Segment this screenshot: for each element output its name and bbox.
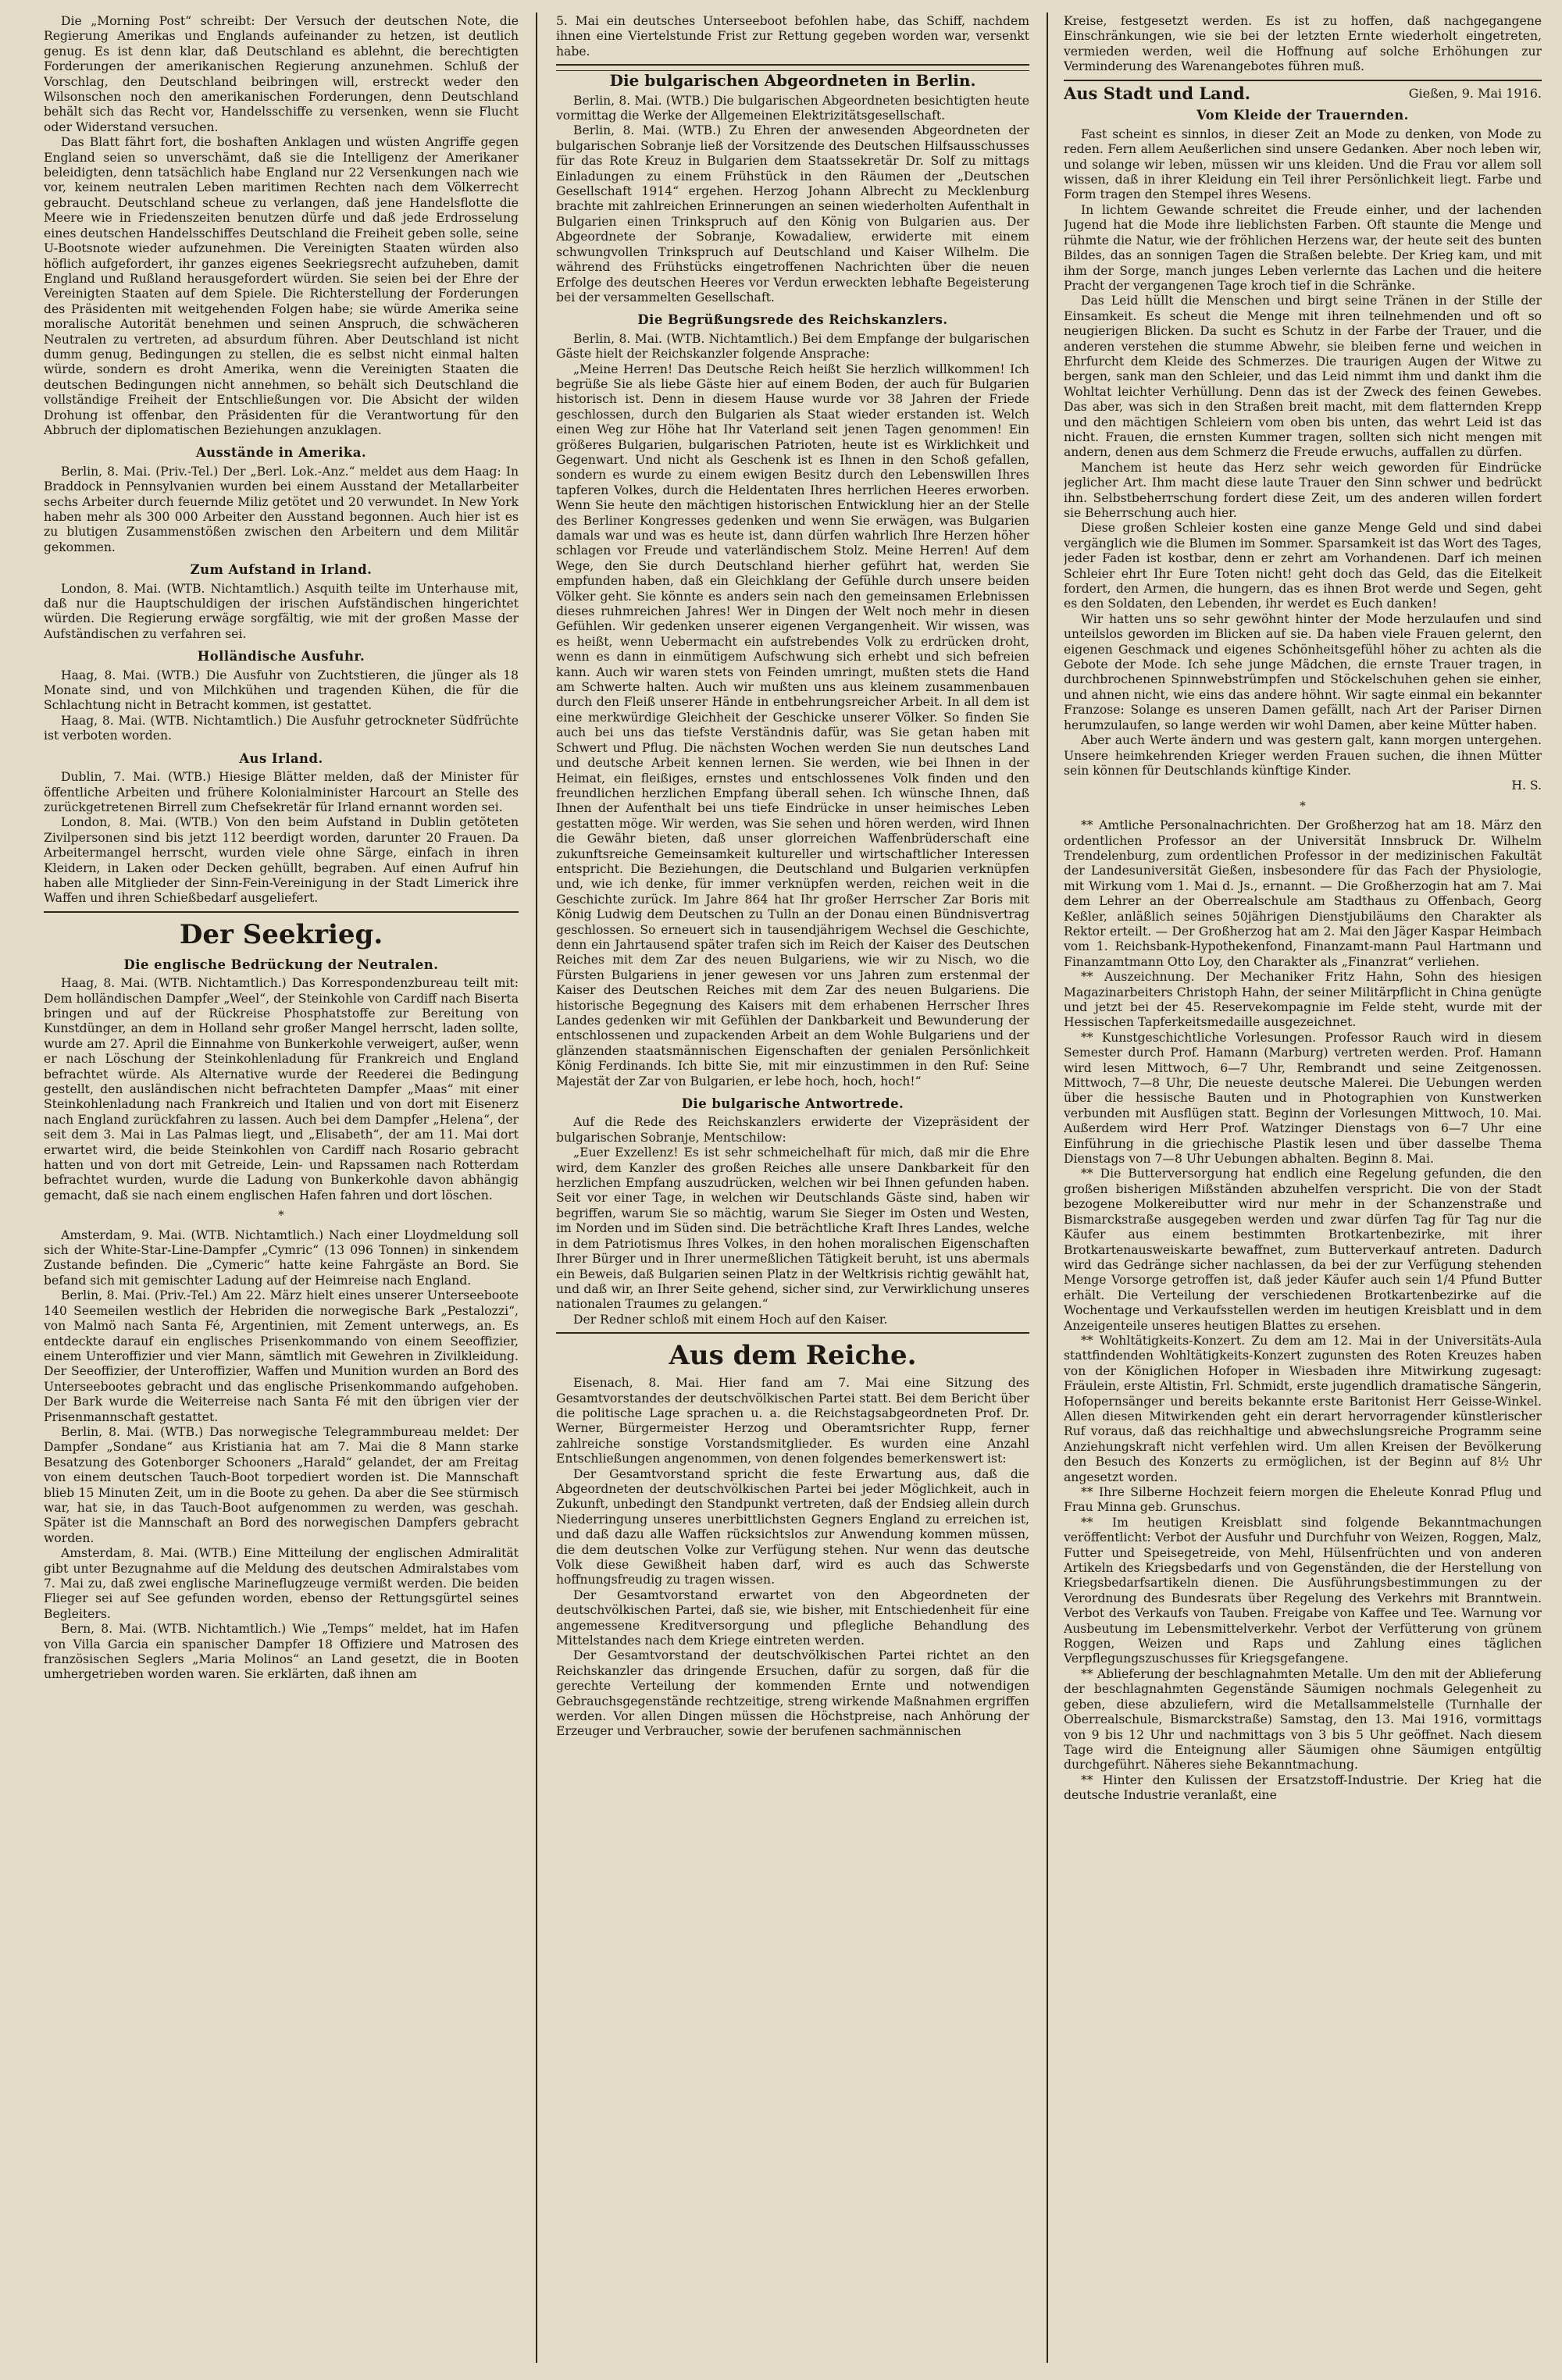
news-kreisblatt: ** Im heutigen Kreisblatt sind folgende Bekanntmachungen veröffentlicht: Verbot der Ausfuhr und Durchfuhr von Weizen, Roggen, Malz, Futter und Speisegetreide, von Mehl, Hülsenfrüchten und von anderen Artikeln des Kriegsbedarfs und von Gegenständen, die der Herstellung von Kriegsbedarfsartikeln dienen. Die Ausführungsbestimmungen zu der Verordnung des Bundesrats über Regelung des Verkehrs mit Branntwein. Verbot des Verkaufs von Tauben. Freigabe von Kaffee und Tee. Warnung vor Ausbeutung im Lebensmittelverkehr. Verbot der Verfütterung von grünem Roggen, Weizen und Raps und Zahlung eines täglichen Verpflegungszuschusses für Kriegsgefangene. <box>1064 1515 1542 1666</box>
heading-bulgarische-abgeordnete: Die bulgarischen Abgeordneten in Berlin. <box>609 71 976 91</box>
article-continued-top: Kreise, festgesetzt werden. Es ist zu hoffen, daß nachgegangene Einschränkungen, wie sie bei der letzten Ernte wiederholt eingetreten, vermieden werden, weil die Hoffnung auf solche Erhöhungen zur Verminderung des Warenangebotes führen muß. <box>1064 14 1542 74</box>
article-rede-2: „Meine Herren! Das Deutsche Reich heißt Sie herzlich willkommen! Ich begrüße Sie als liebe Gäste hier auf einem Boden, der auch für Bulgarien historisch ist. Denn in diesem Hause wurde vor 38 Jahren der Friede geschlossen, durch den Bulgarien als Staat wieder erstanden ist. Welch einen Weg zur Höhe hat Ihr Vaterland seit jenen Tagen genommen! Ein größeres Bulgarien, bulgarischen Patrioten, heute ist es Wirklichkeit und Gegenwart. Und nicht als Geschenk ist es Ihnen in den Schoß gefallen, sondern es wurde zu einem ewigen Besitz durch den Lebenswillen Ihres tapferen Volkes, durch die Heldentaten Ihres herrlichen Heeres erworben. Wenn Sie heute den mächtigen historischen Entwicklung hier an der Stelle des Berliner Kongresses gedenken und wenn Sie erwägen, was Bulgarien damals war und was es heute ist, dann dürfen wahrlich Ihre Herzen höher schlagen vor Freude und vaterländischem Stolz. Meine Herren! Auf dem Wege, den Sie durch Deutschland hierher geführt hat, werden Sie empfunden haben, daß ein Gleichklang der Gefühle durch unsere beiden Völker geht. Sie könnte es anders sein nach den gemeinsamen Erlebnissen dieses ruhmreichen Jahres! Wer in Dingen der Welt noch mehr in diesen Gefühlen. Wir gedenken unserer eigenen Vergangenheit. Wir wissen, was es heißt, wenn Uebermacht ein aufstrebendes Volk zu erdrücken droht, wenn es dann in einmütigem Aufschwung sich erhebt und sich befreien kann. Auch wir waren stets von Feinden umringt, mußten stets die Hand am Schwerte halten. Auch wir mußten uns aus kleinem zusammenbauen durch den Fleiß unserer Hände in entbehrungsreicher Arbeit. In all dem ist eine merkwürdige Gleichheit der Geschicke unserer Völker. So finden Sie auch bei uns das tiefste Verständnis dafür, was Sie getan haben mit Schwert und Pflug. Die nächsten Wochen werden Sie nun deutsches Land und deutsche Arbeit kennen lernen. Sie werden, wie bei Ihnen in der Heimat, ein fleißiges, ernstes und entschlossenes Volk finden und den freundlichen herzlichen Empfang überall sehen. Ich wünsche Ihnen, daß Ihnen der Aufenthalt bei uns tiefe Eindrücke in unser heimisches Leben gestatten möge. Wir werden, was Sie sehen und hören werden, wird Ihnen die Gewähr bieten, daß unser glorreichen Waffenbrüderschaft eine zukunftsreiche Gemeinsamkeit kultureller und wirtschaftlicher Interessen entspricht. Die Beziehungen, die Deutschland und Bulgarien verknüpfen und, wie ich denke, für immer verknüpfen werden, reichen weit in die Geschichte zurück. Im Jahre 864 hat Ihr großer Herrscher Zar Boris mit König Ludwig dem Deutschen zu Tulln an der Donau einen Bündnisvertrag geschlossen. So erneuert sich in tausendjährigem Wechsel die Geschichte, denn ein Jahrtausend später trafen sich im Reich der Kaiser des Deutschen Reiches mit dem Zar des neuen Bulgariens, wie wir zu Nisch, wo die Fürsten Bulgariens in jener gewesen vor uns Jahren zum erstenmal der Kaiser des Deutschen Reiches mit dem Zar des neuen Bulgariens. Die historische Begegnung des Kaisers mit dem erhabenen Herrscher Ihres Landes gedenken wir mit Gefühlen der Dankbarkeit und Bewunderung der entschlossenen und zupackenden Arbeit an dem Wohle Bulgariens und der glänzenden staatsmännischen Eigenschaften der genialen Persönlichkeit König Ferdinands. Ich bitte Sie, mit mir einzustimmen in den Ruf: Seine Majestät der Zar von Bulgarien, er lebe hoch, hoch, hoch!“ <box>556 362 1029 1088</box>
column-rule-1 <box>536 12 537 2363</box>
column-3 <box>1064 14 1542 2361</box>
heading-aus-dem-reiche: Aus dem Reiche. <box>669 1340 917 1372</box>
column-2 <box>556 14 1029 2361</box>
article-morning-post: Die „Morning Post“ schreibt: Der Versuch der deutschen Note, die Regierung Amerikas und Englands aufeinander zu hetzen, ist deutlich genug. Es ist denn klar, daß Deutschland es ablehnt, die berechtigten Forderungen der amerikanischen Regierung anzunehmen. Schluß der Vorschlag, den Deutschland beibringen will, erstreckt weder den Wilsonschen noch den amerikanischen Forderungen, denn Deutschland behält sich das Recht vor, Handelsschiffe zu versenken, wenn sie Flucht oder Widerstand versuchen. <box>44 14 519 134</box>
article-blatt: Das Blatt fährt fort, die boshaften Anklagen und wüsten Angriffe gegen England seien so unverschämt, daß sie die Intelligenz der Amerikaner beleidigten, denn tatsächlich habe England nur 22 Versenkungen nach wie vor, keinem neutralen Leben maritimen Rechten nach dem Völkerrecht gebraucht. Deutschland scheue zu verlangen, daß jene Handelsflotte die Meere wie in Friedenszeiten benutzen dürfe und daß jede Erdrosselung eines deutschen Handelsschiffes Deutschland die Freiheit geben solle, seine U-Bootsnote wieder aufzunehmen. Die Vereinigten Staaten würden also höflich aufgefordert, ihr ganzes eigenes Seekriegsrecht aufzuheben, damit England und Rußland herausgefordert würden. Sie seien bei der Ehre der Vereinigten Staaten auf dem Spiele. Die Richterstellung der Forderungen des Präsidenten mit weitgehenden Folgen habe; sie würde Amerika seine moralische Autorität benehmen und seinen Anspruch, die schwächeren Neutralen zu vertreten, ad absurdum führen. Aber Deutschland ist nicht dumm genug, Bedingungen zu stellen, die es selbst nicht einmal halten würde, sondern es droht Amerika, wenn die Vereinigten Staaten die deutschen Bedingungen nicht annehmen, so behält sich Deutschland die vollständige Freiheit der Entschließungen vor. Die Absicht der wilden Drohung ist offenbar, den Präsidenten für die Verantwortung für den Abbruch der diplomatischen Beziehungen anzuklagen. <box>44 135 519 437</box>
news-konzert: ** Wohltätigkeits-Konzert. Zu dem am 12. Mai in der Universitäts-Aula stattfindenden Wohltätigkeits-Konzert zugunsten des Roten Kreuzes haben von der Königlichen Hofoper in Wiesbaden ihre Mitwirkung zugesagt: Fräulein, erste Altistin, Frl. Schmidt, erste jugendlich dramatische Sängerin, Hofopernsänger und bereits bekannte erste Baritonist Herr Geisse-Winkel. Allen diesen Mitwirkenden geht ein derart hervorragender künstlerischer Ruf voraus, daß das reichhaltige und abwechslungsreiche Programm seine Anziehungskraft nicht verfehlen wird. Um allen Kreisen der Bevölkerung den Besuch des Konzerts zu ermöglichen, ist der Beginn auf 8½ Uhr angesetzt worden. <box>1064 1333 1542 1484</box>
article-kleid-7: Aber auch Werte ändern und was gestern galt, kann morgen untergehen. Unsere heimkehrenden Krieger werden Frauen suchen, die ihnen Mütter sein können für Deutschlands künftige Kinder. <box>1064 733 1542 778</box>
author-signature: H. S. <box>1511 778 1542 793</box>
heading-aus-irland: Aus Irland. <box>239 750 323 766</box>
article-kleid-1: Fast scheint es sinnlos, in dieser Zeit an Mode zu denken, von Mode zu reden. Fern allem Aeußerlichen sind unsere Gedanken. Aber noch leben wir, und solange wir leben, müssen wir uns kleiden. Und die Frau vor allem soll wissen, daß in ihrer Kleidung ein Teil ihrer Persönlichkeit liegt. Farbe und Form tragen den Stempel ihres Wesens. <box>1064 126 1542 202</box>
article-hollaend-2: Haag, 8. Mai. (WTB. Nichtamtlich.) Die Ausfuhr getrockneter Südfrüchte ist verboten worden. <box>44 713 519 743</box>
column-rule-2 <box>1047 12 1048 2363</box>
article-continued-top: 5. Mai ein deutsches Unterseeboot befohlen habe, das Schiff, nachdem ihnen eine Viertelstunde Frist zur Rettung gegeben worden war, versenkt habe. <box>556 14 1029 59</box>
heading-ausstaende-amerika: Ausstände in Amerika. <box>195 445 367 461</box>
news-ersatzstoff: ** Hinter den Kulissen der Ersatzstoff-Industrie. Der Krieg hat die deutsche Industrie veranlaßt, eine <box>1064 1773 1542 1803</box>
article-irland-3: London, 8. Mai. (WTB.) Von den beim Aufstand in Dublin getöteten Zivilpersonen sind bis jetzt 112 beerdigt worden, darunter 20 Frauen. Da Arbeitermangel herrscht, wurden viele ohne Särge, einfach in ihren Kleidern, in Laken oder Decken gehüllt, begraben. Auf einen Aufruf hin haben alle Mitglieder der Sinn-Fein-Vereinigung in der Stadt Limerick ihre Waffen und ihren Schießbedarf ausgeliefert. <box>44 815 519 906</box>
section-rule <box>1064 80 1542 81</box>
article-reich-2: Der Gesamtvorstand spricht die feste Erwartung aus, daß die Abgeordneten der deutschvölkischen Partei bei jeder Möglichkeit, auch in Zukunft, unbedingt den Standpunkt vertreten, daß der Endsieg allein durch Niederringung unseres unerbittlichsten Gegners England zu erreichen ist, und daß dazu alle Waffen rücksichtslos zur Anwendung kommen müssen, die dem deutschen Volke zur Verfügung stehen. Nur wenn das deutsche Volk diese Gewißheit haben darf, wird es auch das Schwerste hoffnungsfreudig zu tragen wissen. <box>556 1466 1029 1587</box>
article-bulg-1: Berlin, 8. Mai. (WTB.) Die bulgarischen Abgeordneten besichtigten heute vormittag die Werke der Allgemeinen Elektrizitätsgesellschaft. <box>556 93 1029 123</box>
separator-star: * <box>278 1208 284 1223</box>
news-vorlesungen: ** Kunstgeschichtliche Vorlesungen. Professor Rauch wird in diesem Semester durch Prof. Hamann (Marburg) vertreten werden. Prof. Hamann wird lesen Mittwoch, 6—7 Uhr, Rembrandt und seine Zeitgenossen. Mittwoch, 7—8 Uhr, Die neueste deutsche Malerei. Die Uebungen werden über die hessische Bauten und in Photographien von Kunstwerken verbunden mit Ausflügen statt. Beginn der Vorlesungen Mittwoch, 10. Mai. Außerdem wird Herr Prof. Watzinger Dienstags von 6—7 Uhr eine Einführung in die griechische Plastik lesen und über dasselbe Thema Dienstags von 7—8 Uhr Uebungen abhalten. Beginn 8. Mai. <box>1064 1030 1542 1167</box>
heading-bedrueckung-neutralen: Die englische Bedrückung der Neutralen. <box>123 957 439 972</box>
article-see-5: Amsterdam, 8. Mai. (WTB.) Eine Mitteilung der englischen Admiralität gibt unter Bezugnahme auf die Meldung des deutschen Admiralstabes vom 7. Mai zu, daß zwei englische Marineflugzeuge vermißt werden. Die beiden Flieger sei auf See gefunden worden, ebenso der Rettungsgürtel seines Begleiters. <box>44 1546 519 1621</box>
heading-kleide-trauernden: Vom Kleide der Trauernden. <box>1196 108 1409 123</box>
heading-seekrieg: Der Seekrieg. <box>179 918 383 950</box>
news-butter: ** Die Butterversorgung hat endlich eine Regelung gefunden, die den großen bisherigen Mißständen abzuhelfen verspricht. Die von der Stadt bezogene Molkereibutter wird nur mehr in der Schanzenstraße und Bismarckstraße ausgegeben werden und zwar dürfen Tag für Tag nur die Käufer aus einem bestimmten Brotkartenbezirke, mit ihrer Brotkartenausweiskarte bewaffnet, zum Butterverkauf antreten. Dadurch wird das Gedränge sicher nachlassen, da bei der zur Verfügung stehenden Menge Vorsorge getroffen ist, daß jeder Käufer auch sein 1/4 Pfund Butter erhält. Die Verteilung der verschiedenen Brotkartenbezirke auf die Wochentage und Verkaufsstellen werden im heutigen Kreisblatt und in dem Anzeigenteile unseres heutigen Blattes zu ersehen. <box>1064 1167 1542 1333</box>
heading-aus-stadt-und-land: Aus Stadt und Land. <box>1064 83 1251 103</box>
article-hollaend-1: Haag, 8. Mai. (WTB.) Die Ausfuhr von Zuchtstieren, die jünger als 18 Monate sind, und von Milchkühen und tragenden Kühen, die für die Schlachtung nicht in Betracht kommen, ist gestattet. <box>44 668 519 713</box>
article-antw-1: Auf die Rede des Reichskanzlers erwiderte der Vizepräsident der bulgarischen Sobranje, Mentschilow: <box>556 1115 1029 1145</box>
article-see-4: Berlin, 8. Mai. (WTB.) Das norwegische Telegrammbureau meldet: Der Dampfer „Sondane“ aus Kristiania hat am 7. Mai die 8 Mann starke Besatzung des Gotenborger Schooners „Harald“ gelandet, der am Freitag von einem deutschen Tauch-Boot torpediert worden ist. Die Mannschaft blieb 15 Minuten Zeit, um in die Boote zu gehen. Da aber die See stürmisch war, hat sie, in das Tauch-Boot aufgenommen zu werden, was geschah. Später ist die Mannschaft an Bord des norwegischen Dampfers gebracht worden. <box>44 1424 519 1545</box>
news-hochzeit: ** Ihre Silberne Hochzeit feiern morgen die Eheleute Konrad Pflug und Frau Minna geb. Grunschus. <box>1064 1485 1542 1515</box>
section-rule <box>44 911 519 913</box>
article-rede-1: Berlin, 8. Mai. (WTB. Nichtamtlich.) Bei dem Empfange der bulgarischen Gäste hielt der Reichskanzler folgende Ansprache: <box>556 331 1029 362</box>
article-irland-2: Dublin, 7. Mai. (WTB.) Hiesige Blätter melden, daß der Minister für öffentliche Arbeiten und frühere Kolonialminister Harcourt an Stelle des zurückgetretenen Birrell zum Chefsekretär für Irland ernannt worden sei. <box>44 770 519 814</box>
article-kleid-5: Diese großen Schleier kosten eine ganze Menge Geld und sind dabei vergänglich wie die Blumen im Sommer. Sparsamkeit ist das Wort des Tages, jeder Faden ist kostbar, denn er zehrt am Vorhandenen. Darf ich meinen Schleier ehrt Ihr Eure Toten nicht! geht doch das Geld, das die Eitelkeit fordert, den Armen, die hungern, das es ihnen Brot werde und Segen, geht es den Soldaten, den Lebenden, ihr werdet es Euch danken! <box>1064 521 1542 611</box>
article-antw-3: Der Redner schloß mit einem Hoch auf den Kaiser. <box>573 1312 888 1327</box>
article-amerika: Berlin, 8. Mai. (Priv.-Tel.) Der „Berl. Lok.-Anz.“ meldet aus dem Haag: In Braddock in Pennsylvanien wurden bei einem Ausstand der Metallarbeiter sechs Arbeiter durch feuernde Miliz getötet und 20 verwundet. In New York haben mehr als 300 000 Arbeiter den Ausstand begonnen. Auch hier ist es zu blutigen Zusammenstößen zwischen den Arbeitern und dem Militär gekommen. <box>44 464 519 554</box>
article-see-1: Haag, 8. Mai. (WTB. Nichtamtlich.) Das Korrespondenzbureau teilt mit: Dem holländischen Dampfer „Weel“, der Steinkohle von Cardiff nach Biserta bringen und auf der Rückreise Phosphatstoffe zur Bereitung von Kunstdünger, an dem in Holland sehr großer Mangel herrscht, laden sollte, wurde am 27. April die Einnahme von Bunkerkohle verweigert, außer, wenn er nach Löschung der Steinkohlenladung für Frankreich und England befrachtet würde. Als Alternative wurde der Reederei die Bedingung gestellt, den ausländischen nicht befrachteten Dampfer „Maas“ mit einer Steinkohlenladung nach Frankreich und Italien und von dort mit Eisenerz nach England zurückfahren zu lassen. Auch bei dem Dampfer „Helena“, der seit dem 3. Mai in Las Palmas liegt, und „Elisabeth“, der am 11. Mai dort erwartet wird, die beide Steinkohlen von Cardiff nach Rosario gebracht hatten und von dort mit Getreide, Lein- und Rapssamen nach Rotterdam befrachtet wurden, wurde die Ladung von Bunkerkohle davon abhängig gemacht, daß sie nach einem englischen Hafen fahren und dort löschen. <box>44 976 519 1202</box>
article-see-3: Berlin, 8. Mai. (Priv.-Tel.) Am 22. März hielt eines unserer Unterseeboote 140 Seemeilen westlich der Hebriden die norwegische Bark „Pestalozzi“, von Malmö nach Santa Fé, Argentinien, mit Zement unterwegs, an. Es entdeckte darauf ein englisches Prisenkommando von einem Seeoffizier, einem Unteroffizier und vier Mann, sämtlich mit Gewehren in Zivilkleidung. Der Seeoffizier, der Unteroffizier, Waffen und Munition wurden an Bord des Unterseebootes gebracht und das englische Prisenkommando aufgehoben. Der Bark wurde die Weiterreise nach Santa Fé mit den übrigen vier der Prisenmannschaft gestattet. <box>44 1288 519 1424</box>
news-auszeichnung: ** Auszeichnung. Der Mechaniker Fritz Hahn, Sohn des hiesigen Magazinarbeiters Christoph Hahn, der seiner Militärpflicht in China genügte und jetzt bei der 45. Reservekompagnie im Felde steht, wurde mit der Hessischen Tapferkeitsmedaille ausgezeichnet. <box>1064 970 1542 1030</box>
heading-hollaendische-ausfuhr: Holländische Ausfuhr. <box>197 649 366 664</box>
article-antw-2: „Euer Exzellenz! Es ist sehr schmeichelhaft für mich, daß mir die Ehre wird, dem Kanzler des großen Reiches alle unsere Dankbarkeit für den herzlichen Empfang auszudrücken, welchen wir bei Ihnen gefunden haben. Seit vor einer Tage, in welchen wir Deutschlands Gäste sind, haben wir begriffen, warum Sie so mächtig, warum Sie Sieger im Osten und Westen, im Norden und im Süden sind. Die beträchtliche Kraft Ihres Landes, welche in dem Patriotismus Ihres Volkes, in den hohen moralischen Eigenschaften Ihrer Bürger und in Ihrer unermeßlichen Tätigkeit beruht, ist uns abermals ein Beweis, daß Bulgarien seinen Platz in der Weltkrisis richtig gewählt hat, und daß wir, an Ihrer Seite gehend, sicher sind, zur Verwirklichung unseres nationalen Traumes zu gelangen.“ <box>556 1145 1029 1312</box>
heading-aufstand-irland: Zum Aufstand in Irland. <box>190 562 373 578</box>
article-reich-4: Der Gesamtvorstand der deutschvölkischen Partei richtet an den Reichskanzler das dringende Ersuchen, dafür zu sorgen, daß für die gerechte Verteilung der kommenden Ernte und notwendigen Gebrauchsgegenstände rechtzeitige, streng wirkende Maßnahmen ergriffen werden. Vor allen Dingen müssen die Höchstpreise, nach Anhörung der Erzeuger und Verbraucher, sowie der berufenen sachmännischen <box>556 1648 1029 1739</box>
dateline: Gießen, 9. Mai 1916. <box>1408 86 1542 102</box>
article-kleid-4: Manchem ist heute das Herz sehr weich geworden für Eindrücke jeglicher Art. Ihm macht diese laute Trauer den Sinn schwer und bedrückt ihn. Selbstbeherrschung fordert diese Zeit, um des anderen willen fordert sie Beherrschung auch hier. <box>1064 460 1542 520</box>
separator-star: * <box>1300 798 1306 813</box>
article-reich-1: Eisenach, 8. Mai. Hier fand am 7. Mai eine Sitzung des Gesamtvorstandes der deutschvölkischen Partei statt. Bei dem Bericht über die politische Lage sprachen u. a. die Reichstagsabgeordneten Prof. Dr. Werner, Bürgermeister Herzog und Oberamtsrichter Rupp, ferner zahlreiche sonstige Vorstandsmitglieder. Es wurden eine Anzahl Entschließungen angenommen, von denen folgendes bemerkenswert ist: <box>556 1376 1029 1466</box>
article-reich-3: Der Gesamtvorstand erwartet von den Abgeordneten der deutschvölkischen Partei, daß sie, wie bisher, mit Entschiedenheit für eine angemessene Kreditversorgung und pflegliche Behandlung des Mittelstandes nach dem Kriege eintreten werden. <box>556 1587 1029 1648</box>
section-rule <box>556 64 1029 66</box>
article-kleid-2: In lichtem Gewande schreitet die Freude einher, und der lachenden Jugend hat die Mode ihre lieblichsten Farben. Oft staunte die Menge und rühmte die Natur, wie der fröhlichen Herzens war, der heute seit des bunten Bildes, das an sonnigen Tagen die Straßen belebte. Der Krieg kam, und mit ihm der Sorge, manch junges Leben verlernte das Lachen und die heitere Pracht der vergangenen Tage kroch tief in die Schränke. <box>1064 202 1542 293</box>
article-see-6: Bern, 8. Mai. (WTB. Nichtamtlich.) Wie „Temps“ meldet, hat im Hafen von Villa Garcia ein spanischer Dampfer 18 Offiziere und Matrosen des französischen Seglers „Maria Molinos“ an Land gesetzt, die in Booten umhergetrieben worden waren. Sie erklärten, daß ihnen am <box>44 1622 519 1682</box>
column-1 <box>44 14 519 2361</box>
article-kleid-3: Das Leid hüllt die Menschen und birgt seine Tränen in der Stille der Einsamkeit. Es scheut die Menge mit ihren teilnehmenden und oft so neugierigen Blicken. Da sucht es Schutz in der Farbe der Trauer, und die anderen verstehen die stumme Abwehr, sie bleiben ferne und weichen in Ehrfurcht dem Kleide des Schmerzes. Die traurigen Augen der Witwe zu bergen, sank man den Schleier, und das Leid nimmt ihm und dankt ihm die Wohltat leichter Verhüllung. Denn das ist der Zweck des feinen Gewebes. Das aber, was sich in den Straßen breit macht, mit dem flatternden Krepp und den mächtigen Schleiern vom oben bis unten, das wehrt Leid ist das nicht. Frauen, die ernsten Kummer tragen, sollten sich nicht mengen mit andern, denen aus dem Schmerz die Freude erwuchs, auffallen zu dürfen. <box>1064 294 1542 460</box>
heading-begruessungsrede: Die Begrüßungsrede des Reichskanzlers. <box>637 312 948 328</box>
section-rule <box>556 1332 1029 1334</box>
article-bulg-2: Berlin, 8. Mai. (WTB.) Zu Ehren der anwesenden Abgeordneten der bulgarischen Sobranje ließ der Vorsitzende des Deutschen Hilfsausschusses für das Rote Kreuz in Bulgarien dem Staatssekretär Dr. Solf zu mittags Einladungen zu einem Frühstück in den Räumen der „Deutschen Gesellschaft 1914“ ergehen. Herzog Johann Albrecht zu Mecklenburg brachte mit zahlreichen Erinnerungen an seinen wiederholten Aufenthalt in Bulgarien einen Trinkspruch auf den König von Bulgarien aus. Der Abgeordnete der Sobranje, Kowadaliew, erwiderte mit einem schwungvollen Trinkspruch auf Deutschland und Kaiser Wilhelm. Die während des Frühstücks eingetroffenen Nachrichten über die neuen Erfolge des deutschen Heeres vor Verdun erweckten lebhafte Begeisterung bei der versammelten Gesellschaft. <box>556 123 1029 305</box>
news-personal: ** Amtliche Personalnachrichten. Der Großherzog hat am 18. März den ordentlichen Professor an der Universität Innsbruck Dr. Wilhelm Trendelenburg, zum ordentlichen Professor in der medizinischen Fakultät der Landesuniversität Gießen, insbesondere für das Fach der Physiologie, mit Wirkung vom 1. Mai d. Js., ernannt. — Die Großherzogin hat am 7. Mai dem Lehrer an der Oberrealschule am Stadthaus zu Offenbach, Georg Keßler, anläßlich seines 50jährigen Dienstjubiläums den Charakter als Rektor erteilt. — Der Großherzog hat am 2. Mai den Jäger Kaspar Heimbach vom 1. Reichsbank-Hypothekenfond, Finanzamt-mann Paul Hartmann und Finanzamtmann Otto Loy, den Charakter als „Finanzrat“ verliehen. <box>1064 818 1542 969</box>
heading-antwortrede: Die bulgarische Antwortrede. <box>681 1096 904 1112</box>
article-irland-1: London, 8. Mai. (WTB. Nichtamtlich.) Asquith teilte im Unterhause mit, daß nur die Hauptschuldigen der irischen Aufständischen hingerichtet würden. Die Regierung erwäge sorgfältig, wie mit der großen Masse der Aufständischen zu verfahren sei. <box>44 581 519 641</box>
article-kleid-6: Wir hatten uns so sehr gewöhnt hinter der Mode herzulaufen und sind unteilslos geworden im Blicken auf sie. Da haben viele Frauen gelernt, den eigenen Geschmack und eigenes Schönheitsgefühl höher zu achten als die Gebote der Mode. Ich sehe junge Mädchen, die ernste Trauer tragen, in durchbrochenen Spinnwebstrümpfen und Stöckelschuhen gehen sie einher, und ahnen nicht, wie eins das andere höhnt. Wir sagte einmal ein bekannter Franzose: Solange es unseren Damen gefällt, nach Art der Pariser Dirnen herumzulaufen, so lange werden wir wohl Damen, aber keine Mütter haben. <box>1064 611 1542 732</box>
article-see-2: Amsterdam, 9. Mai. (WTB. Nichtamtlich.) Nach einer Lloydmeldung soll sich der White-Star-Line-Dampfer „Cymric“ (13 096 Tonnen) in sinkendem Zustande befinden. Die „Cymeric“ hatte keine Fahrgäste an Bord. Sie befand sich mit gemischter Ladung auf der Heimreise nach England. <box>44 1227 519 1288</box>
news-metalle: ** Ablieferung der beschlagnahmten Metalle. Um den mit der Ablieferung der beschlagnahmten Gegenstände Säumigen nochmals Gelegenheit zu geben, diese abzuliefern, wird die Metallsammelstelle (Turnhalle der Oberrealschule, Bismarckstraße) Samstag, den 13. Mai 1916, vormittags von 9 bis 12 Uhr und nachmittags von 3 bis 5 Uhr geöffnet. Nach diesem Tage wird die Enteignung aller Säumigen ohne Säumigen entgültig durchgeführt. Näheres siehe Bekanntmachung. <box>1064 1666 1542 1773</box>
